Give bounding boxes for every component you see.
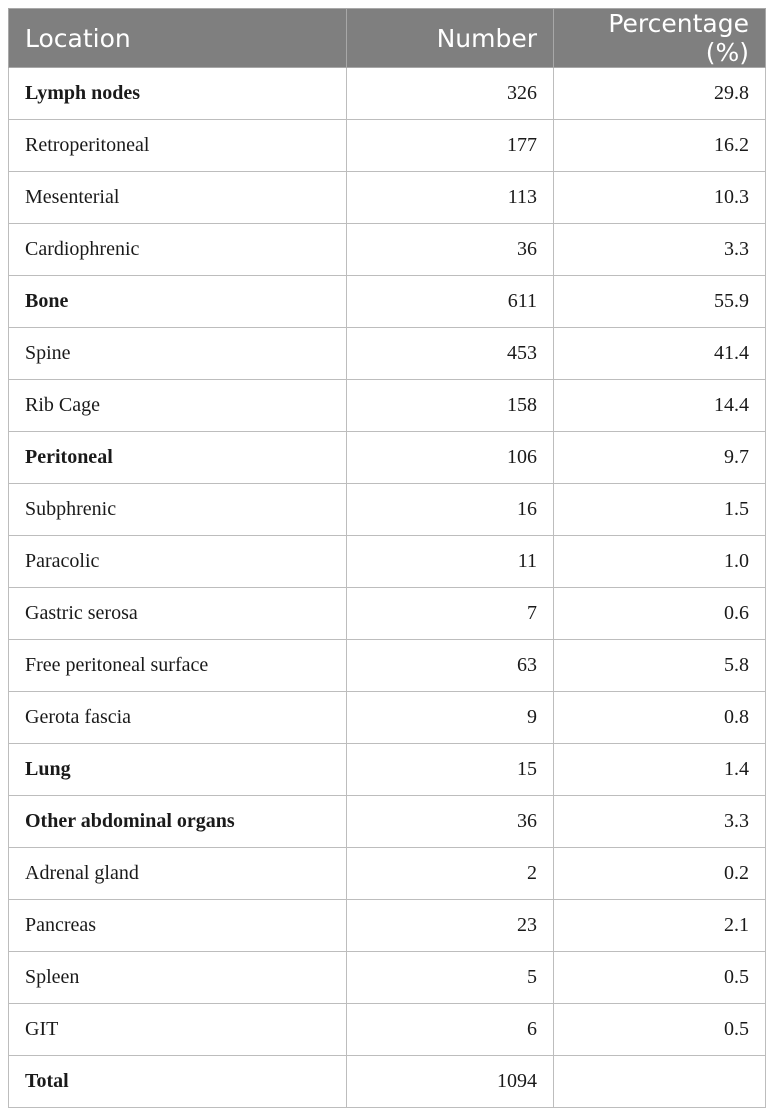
table-row	[9, 484, 766, 536]
cell-percentage: 41.4	[554, 328, 766, 380]
cell-percentage: 14.4	[554, 380, 766, 432]
cell-location: Total	[9, 1056, 347, 1108]
cell-location: GIT	[9, 1004, 347, 1056]
cell-location: Spine	[9, 328, 347, 380]
table-row	[9, 276, 766, 328]
table-container	[8, 8, 765, 1108]
cell-percentage: 16.2	[554, 120, 766, 172]
cell-number: 326	[347, 68, 554, 120]
header-percentage: Percentage (%)	[554, 9, 766, 68]
cell-percentage: 0.2	[554, 848, 766, 900]
header-row	[9, 9, 766, 68]
cell-number: 9	[347, 692, 554, 744]
cell-location: Peritoneal	[9, 432, 347, 484]
cell-location: Bone	[9, 276, 347, 328]
cell-number: 113	[347, 172, 554, 224]
table-row	[9, 172, 766, 224]
cell-number: 611	[347, 276, 554, 328]
cell-number: 63	[347, 640, 554, 692]
cell-number: 5	[347, 952, 554, 1004]
cell-location: Retroperitoneal	[9, 120, 347, 172]
cell-number: 2	[347, 848, 554, 900]
cell-percentage: 0.5	[554, 952, 766, 1004]
cell-percentage: 5.8	[554, 640, 766, 692]
table-row	[9, 900, 766, 952]
cell-location: Gerota fascia	[9, 692, 347, 744]
cell-location: Free peritoneal surface	[9, 640, 347, 692]
cell-percentage: 1.4	[554, 744, 766, 796]
cell-location: Rib Cage	[9, 380, 347, 432]
cell-number: 177	[347, 120, 554, 172]
cell-location: Other abdominal organs	[9, 796, 347, 848]
cell-location: Lung	[9, 744, 347, 796]
table-row	[9, 328, 766, 380]
cell-percentage: 55.9	[554, 276, 766, 328]
table-row	[9, 744, 766, 796]
table-body	[9, 68, 766, 1108]
table-row	[9, 68, 766, 120]
table-row	[9, 224, 766, 276]
cell-percentage: 0.8	[554, 692, 766, 744]
cell-number: 106	[347, 432, 554, 484]
table-row	[9, 536, 766, 588]
cell-percentage: 3.3	[554, 796, 766, 848]
cell-number: 23	[347, 900, 554, 952]
cell-location: Cardiophrenic	[9, 224, 347, 276]
cell-percentage: 1.0	[554, 536, 766, 588]
cell-number: 15	[347, 744, 554, 796]
table-row	[9, 692, 766, 744]
cell-location: Subphrenic	[9, 484, 347, 536]
cell-percentage	[554, 1056, 766, 1108]
cell-number: 16	[347, 484, 554, 536]
cell-number: 6	[347, 1004, 554, 1056]
cell-location: Spleen	[9, 952, 347, 1004]
cell-percentage: 3.3	[554, 224, 766, 276]
cell-location: Gastric serosa	[9, 588, 347, 640]
cell-location: Adrenal gland	[9, 848, 347, 900]
header-location: Location	[9, 9, 347, 68]
table-row	[9, 1004, 766, 1056]
cell-percentage: 9.7	[554, 432, 766, 484]
cell-number: 36	[347, 796, 554, 848]
header-number: Number	[347, 9, 554, 68]
cell-percentage: 2.1	[554, 900, 766, 952]
table-row	[9, 1056, 766, 1108]
cell-percentage: 1.5	[554, 484, 766, 536]
table-row	[9, 640, 766, 692]
cell-number: 36	[347, 224, 554, 276]
cell-number: 11	[347, 536, 554, 588]
table-row	[9, 432, 766, 484]
cell-location: Mesenterial	[9, 172, 347, 224]
cell-location: Lymph nodes	[9, 68, 347, 120]
table-row	[9, 120, 766, 172]
table-row	[9, 380, 766, 432]
cell-location: Paracolic	[9, 536, 347, 588]
metastasis-location-table	[8, 8, 766, 1108]
cell-percentage: 0.5	[554, 1004, 766, 1056]
cell-number: 7	[347, 588, 554, 640]
cell-number: 453	[347, 328, 554, 380]
cell-percentage: 29.8	[554, 68, 766, 120]
table-header	[9, 9, 766, 68]
table-row	[9, 796, 766, 848]
table-row	[9, 952, 766, 1004]
cell-percentage: 0.6	[554, 588, 766, 640]
cell-location: Pancreas	[9, 900, 347, 952]
cell-number: 158	[347, 380, 554, 432]
table-row	[9, 588, 766, 640]
table-row	[9, 848, 766, 900]
cell-percentage: 10.3	[554, 172, 766, 224]
cell-number: 1094	[347, 1056, 554, 1108]
